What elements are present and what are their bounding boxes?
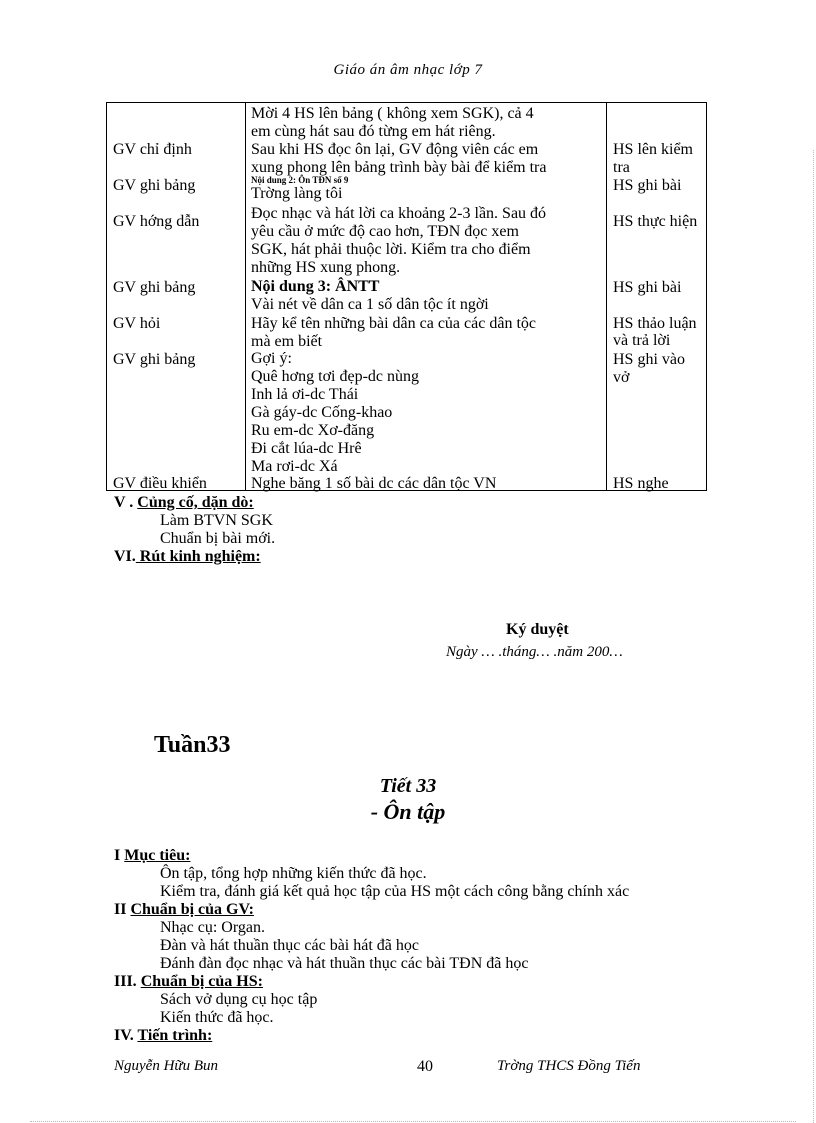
section-5-item: Làm BTVN SGK bbox=[160, 512, 273, 529]
week-heading: Tuần33 bbox=[154, 732, 231, 758]
section-6-heading: VI. Rút kinh nghiệm: bbox=[114, 548, 261, 565]
table-row-6-mid: Gợi ý: Quê hơng tơi đẹp-dc nùng Inh lả ơi-dc Thái Gà gáy-dc Cống-khao Ru em-dc Xơ-đăng Đi cắt lúa-dc Hrê Ma rơi-dc Xá bbox=[251, 350, 419, 475]
section-3-heading: III. Chuẩn bị của HS: bbox=[114, 973, 263, 990]
table-column-divider bbox=[606, 103, 607, 490]
lesson-title: - Ôn tập bbox=[370, 799, 446, 824]
table-row-7-teacher: GV điều khiển bbox=[113, 475, 207, 492]
table-row-5-student: HS thảo luận và trả lời bbox=[613, 315, 697, 349]
table-row-3-mid: Đọc nhạc và hát lời ca khoảng 2-3 lần. Sau đó yêu cầu ở mức độ cao hơn, TĐN đọc xem SGK, hát phải thuộc lời. Kiểm tra cho điểm những HS xung phong. bbox=[251, 205, 547, 276]
table-row-2-mid: Nội dung 2: Ôn TĐN số 9 Trờng làng tôi bbox=[251, 175, 349, 202]
table-row-5-mid: Hãy kể tên những bài dân ca của các dân tộc mà em biết bbox=[251, 315, 536, 350]
approval-date: Ngày … .tháng… .năm 200… bbox=[446, 644, 623, 660]
lesson-number: Tiết 33 bbox=[379, 775, 437, 797]
page-header-title: Giáo án âm nhạc lớp 7 bbox=[333, 62, 483, 78]
table-row-5-teacher: GV hỏi bbox=[113, 315, 161, 332]
table-row-4-student: HS ghi bài bbox=[613, 279, 682, 296]
table-row-7-mid: Nghe băng 1 số bài dc các dân tộc VN bbox=[251, 475, 497, 492]
table-row-6-student: HS ghi vào vở bbox=[613, 351, 685, 386]
section-3-item: Kiến thức đã học. bbox=[160, 1009, 274, 1026]
table-row-0-mid: Mời 4 HS lên bảng ( không xem SGK), cả 4 em cùng hát sau đó từng em hát riêng. bbox=[251, 105, 534, 140]
table-column-divider bbox=[245, 103, 246, 490]
table-row-6-teacher: GV ghi bảng bbox=[113, 351, 196, 368]
section-1-item: Ôn tập, tổng hợp những kiến thức đã học. bbox=[160, 865, 427, 882]
approval-title: Ký duyệt bbox=[506, 621, 569, 638]
page-border-bottom bbox=[30, 1121, 796, 1122]
section-1-item: Kiểm tra, đánh giá kết quả học tập của HS một cách công bằng chính xác bbox=[160, 883, 630, 900]
footer-author: Nguyễn Hữu Bun bbox=[114, 1058, 218, 1074]
table-row-3-teacher: GV hớng dẫn bbox=[113, 213, 200, 230]
table-row-2-teacher: GV ghi bảng bbox=[113, 177, 196, 194]
section-5-heading: V . Củng cố, dặn dò: bbox=[114, 494, 254, 511]
table-row-1-student: HS lên kiểm tra bbox=[613, 141, 693, 176]
table-row-3-student: HS thực hiện bbox=[613, 213, 698, 230]
section-3-item: Sách vở dụng cụ học tập bbox=[160, 991, 318, 1008]
table-row-2-student: HS ghi bài bbox=[613, 177, 682, 194]
section-1-heading: I Mục tiêu: bbox=[114, 847, 191, 864]
activity-table bbox=[106, 102, 707, 491]
section-2-item: Nhạc cụ: Organ. bbox=[160, 919, 265, 936]
section-2-item: Đánh đàn đọc nhạc và hát thuần thục các bài TĐN đã học bbox=[160, 955, 529, 972]
table-row-1-mid: Sau khi HS đọc ôn lại, GV động viên các em xung phong lên bảng trình bày bài để kiểm tra bbox=[251, 141, 547, 176]
footer-school: Trờng THCS Đồng Tiến bbox=[497, 1058, 641, 1074]
page-number: 40 bbox=[417, 1058, 433, 1075]
table-row-4-teacher: GV ghi bảng bbox=[113, 279, 196, 296]
page-border-right bbox=[813, 150, 814, 1123]
section-4-heading: IV. Tiến trình: bbox=[114, 1027, 213, 1044]
section-5-item: Chuẩn bị bài mới. bbox=[160, 530, 276, 547]
table-row-7-student: HS nghe bbox=[613, 475, 669, 492]
table-row-4-mid: Nội dung 3: ÂNTT Vài nét về dân ca 1 số dân tộc ít ngời bbox=[251, 278, 489, 313]
section-2-heading: II Chuẩn bị của GV: bbox=[114, 901, 254, 918]
section-2-item: Đàn và hát thuần thục các bài hát đã học bbox=[160, 937, 419, 954]
table-row-1-teacher: GV chỉ định bbox=[113, 141, 192, 158]
